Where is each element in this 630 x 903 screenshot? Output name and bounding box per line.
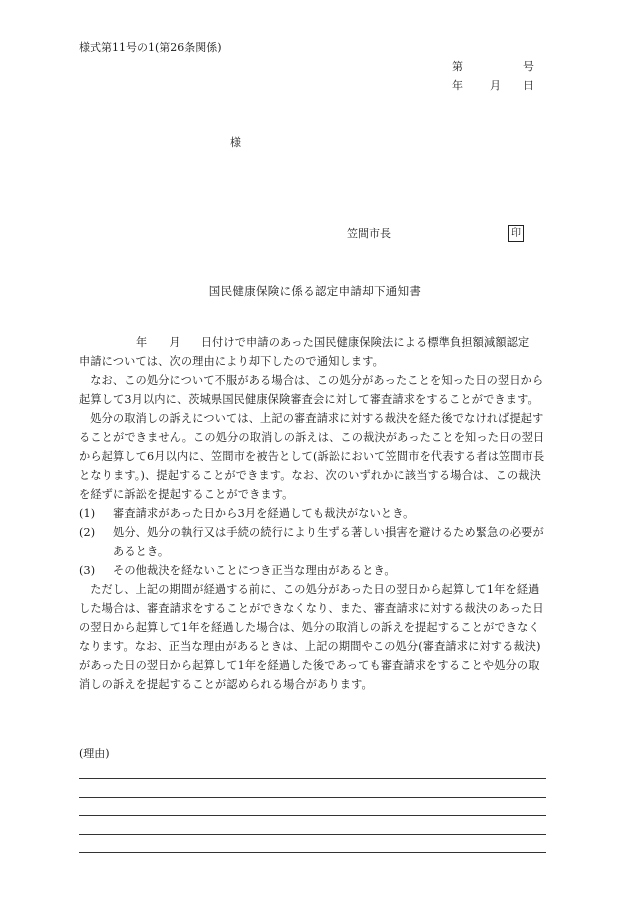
lead-year: 年 xyxy=(136,336,148,349)
deadline-paragraph: ただし、上記の期間が経過する前に、この処分があった日の翌日から起算して1年を経過した場合は、審査請求をすることができなくなり、また、審査請求に対する裁決のあった日の翌日から起算して1年を経過した場合は、処分の取消しの訴えを提起することができなくなります。なお、正当な理由があるときは、上記の期間やこの処分(審査請求に対する裁決)があった日の翌日から起算して1年を経過した後であっても審査請求をすることや処分の取消しの訴えを提起することが認められる場合があります。 xyxy=(79,583,544,691)
date-month: 月 xyxy=(490,79,501,92)
reason-line xyxy=(79,834,546,835)
reason-line xyxy=(79,852,546,853)
number-suffix: 号 xyxy=(523,60,534,73)
document-number-line xyxy=(452,61,534,72)
document-title: 国民健康保険に係る認定申請却下通知書 xyxy=(208,284,422,298)
issuer-name: 笠間市長 xyxy=(347,227,391,240)
list-item-number: (2) xyxy=(79,526,96,539)
list-item-text: 審査請求があった日から3月を経過しても裁決がないとき。 xyxy=(113,507,415,520)
lawsuit-paragraph: 処分の取消しの訴えについては、上記の審査請求に対する裁決を経た後でなければ提起することができません。この処分の取消しの訴えは、この裁決があったことを知った日の翌日から起算して6月以内に、笠間市を被告として(訴訟において笠間市を代表する者は笠間市長となります。)、提起することができます。なお、次のいずれかに該当する場合は、この裁決を経ずに訴訟を提起することができます。 xyxy=(79,412,545,501)
reason-line xyxy=(79,797,546,798)
list-item-text: 処分、処分の執行又は手続の続行により生ずる著しい損害を避けるため緊急の必要が xyxy=(113,526,544,539)
date-day: 日 xyxy=(523,79,534,92)
lead-paragraph-line1 xyxy=(79,333,550,352)
notice-body xyxy=(79,333,550,694)
reason-line xyxy=(79,778,546,779)
date-year: 年 xyxy=(452,79,463,92)
list-item-continuation xyxy=(79,542,550,561)
list-item xyxy=(79,561,550,580)
seal-stamp: 印 xyxy=(508,225,524,242)
list-item-number: (1) xyxy=(79,507,96,520)
reason-label: (理由) xyxy=(79,747,110,760)
form-number: 様式第11号の1(第26条関係) xyxy=(79,41,222,54)
lead-month: 月 xyxy=(169,336,181,349)
list-item-number: (3) xyxy=(79,564,96,577)
lead-paragraph-line2: 申請については、次の理由により却下したので通知します。 xyxy=(79,355,384,368)
addressee-honorific: 様 xyxy=(230,136,241,149)
number-prefix: 第 xyxy=(452,60,463,73)
issue-date-line xyxy=(452,80,534,91)
list-item-text: その他裁決を経ないことにつき正当な理由があるとき。 xyxy=(113,564,396,577)
list-item xyxy=(79,504,550,523)
reason-line xyxy=(79,815,546,816)
list-item-text: あるとき。 xyxy=(113,545,170,558)
lead-text-line1: 日付けで申請のあった国民健康保険法による標準負担額減額認定 xyxy=(200,336,530,349)
appeal-paragraph: なお、この処分について不服がある場合は、この処分があったことを知った日の翌日から起算して3月以内に、茨城県国民健康保険審査会に対して審査請求をすることができます。 xyxy=(79,374,544,406)
list-item xyxy=(79,523,550,542)
